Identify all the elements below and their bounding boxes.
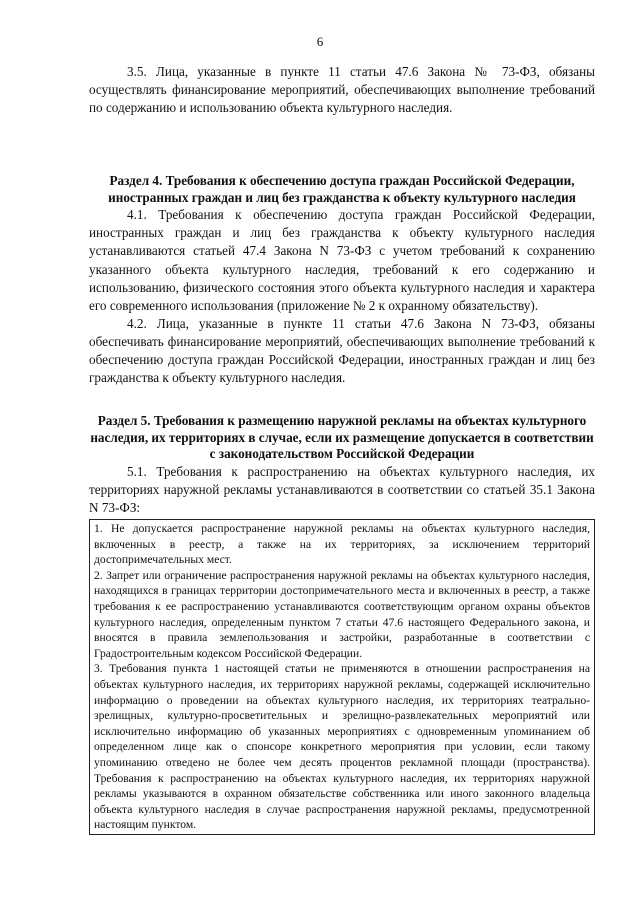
paragraph-4-1: 4.1. Требования к обеспечению доступа граждан Российской Федерации, иностранных граждан и лиц без гражданства к объекту культурного наследия устанавливаются статьей 47.4 Закона N 73-ФЗ с учетом требований к сохранению указанного объекта культурного наследия, требований к его содержанию и использованию, физического состояния этого объекта культурного наследия и характера его современного использования (приложение № 2 к охранному обязательству). — [89, 207, 595, 313]
page-number: 6 — [316, 34, 324, 49]
paragraph-4-2: 4.2. Лица, указанные в пункте 11 статьи 47.6 Закона N 73-ФЗ, обязаны обеспечивать финансирование мероприятий, обеспечивающих выполнение требований к обеспечению доступа граждан Российской Федерации, иностранных граждан и лиц без гражданства к объекту культурного наследия. — [89, 315, 595, 386]
section-5-title: Раздел 5. Требования к размещению наружной рекламы на объектах культурного наследия, их территориях в случае, если их размещение допускается в соответствии с законодательством Российской Федерации — [90, 413, 594, 462]
law-excerpt-item-2: 2. Запрет или ограничение распространения наружной рекламы на объектах культурного наследия, находящихся в границах территории достопримечательного места и включенных в реестр, а также требования к ее распространению устанавливаются соответствующим органом охраны объектов культурного наследия, определенным пунктом 7 статьи 47.6 настоящего Федерального закона, и вносятся в правила землепользования и застройки, разработанные в соответствии с Градостроительным кодексом Российской Федерации. — [94, 568, 590, 660]
paragraph-5-1: 5.1. Требования к распространению на объектах культурного наследия, их территориях наружной рекламы устанавливаются в соответствии со статьей 35.1 Закона N 73-ФЗ: — [89, 463, 595, 515]
paragraph-3-5: 3.5. Лица, указанные в пункте 11 статьи 47.6 Закона № 73-ФЗ, обязаны осуществлять финансирование мероприятий, обеспечивающих выполнение требований по содержанию и использованию объекта культурного наследия. — [89, 64, 595, 116]
law-excerpt-box — [89, 519, 595, 835]
page-content — [89, 63, 595, 835]
law-excerpt-item-3: 3. Требования пункта 1 настоящей статьи не применяются в отношении распространения на объектах культурного наследия, их территориях наружной рекламы, содержащей исключительно информацию о проведении на объектах культурного наследия, их территориях театрально-зрелищных, культурно-просветительных и зрелищно-развлекательных мероприятий или исключительно информацию об указанных мероприятиях с одновременным упоминанием об определенном лице как о спонсоре конкретного мероприятия при условии, если такому упоминанию отведено не более чем десять процентов рекламной площади (пространства). Требования к распространению на объектах культурного наследия, их территориях наружной рекламы указываются в охранном обязательстве собственника или иного законного владельца объекта культурного наследия в случае распространения наружной рекламы, предусмотренной настоящим пунктом. — [94, 662, 590, 832]
law-excerpt-item-1: 1. Не допускается распространение наружной рекламы на объектах культурного наследия, включенных в реестр, а также на их территориях, за исключением территорий достопримечательных мест. — [94, 522, 590, 567]
section-4-title: Раздел 4. Требования к обеспечению доступа граждан Российской Федерации, иностранных граждан и лиц без гражданства к объекту культурного наследия — [108, 173, 576, 205]
